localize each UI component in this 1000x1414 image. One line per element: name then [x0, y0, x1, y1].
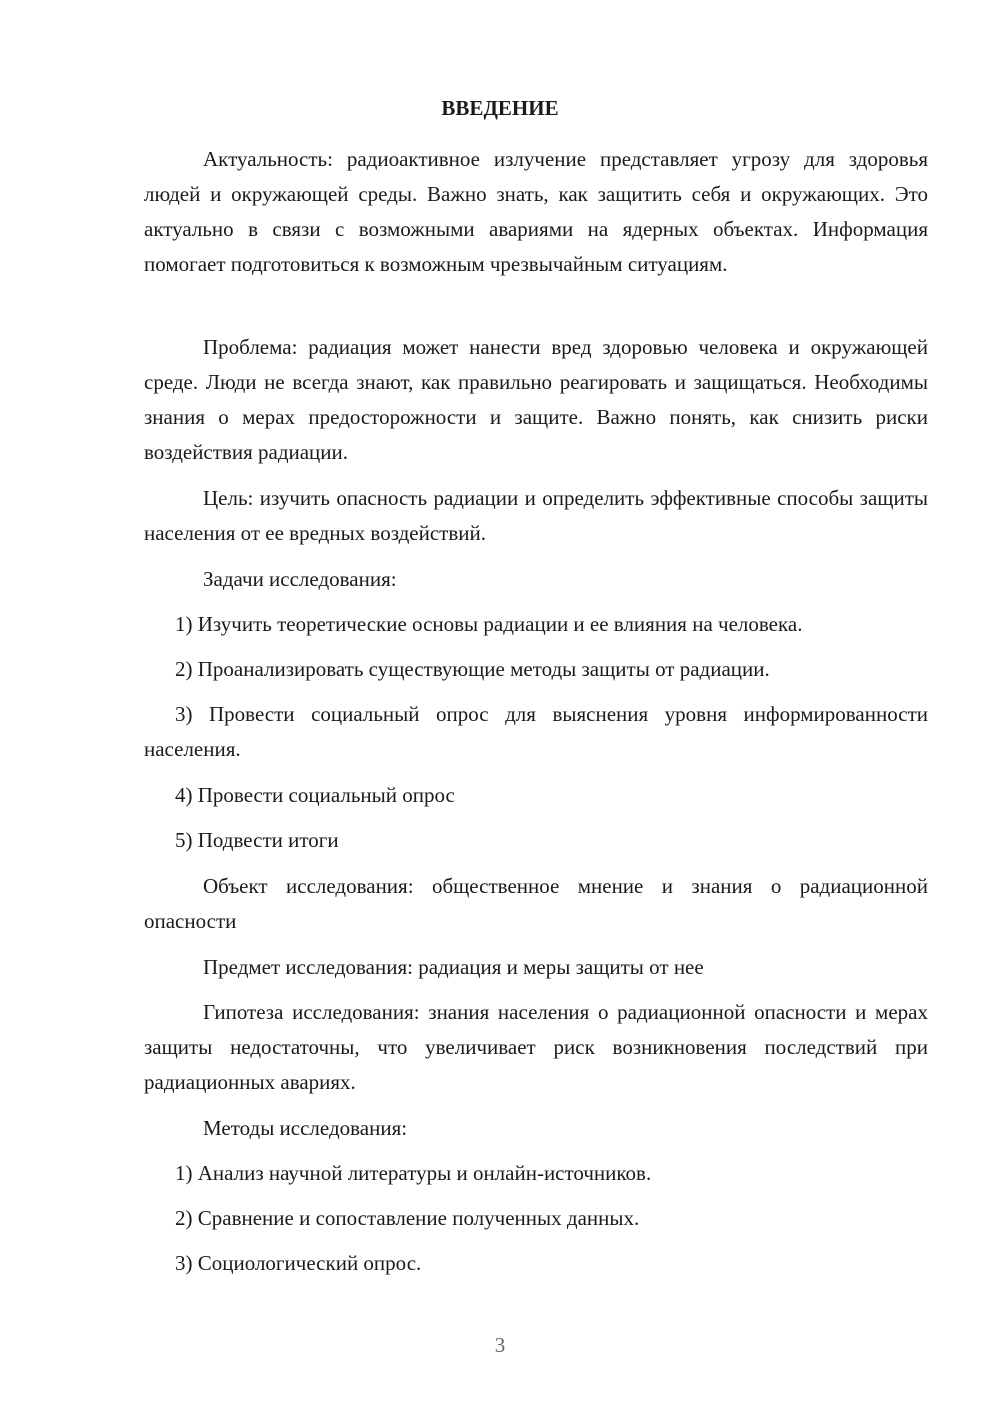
list-item-task-3: 3) Провести социальный опрос для выяснения уровня информированности населения. — [144, 702, 928, 761]
paragraph-problem: Проблема: радиация может нанести вред здоровью человека и окружающей среде. Люди не всегда знают, как правильно реагировать и защищаться. Необходимы знания о мерах предосторожности и защите. Важно понять, как снизить риски воздействия радиации. — [144, 335, 928, 464]
list-item-method-2: 2) Сравнение и сопоставление полученных данных. — [175, 1206, 640, 1230]
paragraph-methods-heading: Методы исследования: — [203, 1116, 408, 1140]
list-item-task-4: 4) Провести социальный опрос — [175, 783, 455, 807]
list-item-method-1: 1) Анализ научной литературы и онлайн-источников. — [175, 1161, 652, 1185]
paragraph-relevance: Актуальность: радиоактивное излучение представляет угрозу для здоровья людей и окружающей среды. Важно знать, как защитить себя и окружающих. Это актуально в связи с возможными авариями на ядерных объектах. Информация помогает подготовиться к возможным чрезвычайным ситуациям. — [144, 147, 928, 276]
paragraph-hypothesis: Гипотеза исследования: знания населения о радиационной опасности и мерах защиты недостаточны, что увеличивает риск возникновения последствий при радиационных авариях. — [144, 1000, 928, 1094]
paragraph-object: Объект исследования: общественное мнение и знания о радиационной опасности — [144, 874, 928, 933]
list-item-method-3: 3) Социологический опрос. — [175, 1251, 422, 1275]
paragraph-tasks-heading: Задачи исследования: — [203, 567, 397, 591]
page-number: 3 — [494, 1333, 506, 1357]
list-item-task-1: 1) Изучить теоретические основы радиации и ее влияния на человека. — [175, 612, 803, 636]
page-title: ВВЕДЕНИЕ — [441, 96, 559, 120]
paragraph-subject: Предмет исследования: радиация и меры защиты от нее — [203, 955, 704, 979]
list-item-task-2: 2) Проанализировать существующие методы защиты от радиации. — [175, 657, 770, 681]
paragraph-goal: Цель: изучить опасность радиации и определить эффективные способы защиты населения от ее вредных воздействий. — [144, 486, 928, 545]
list-item-task-5: 5) Подвести итоги — [175, 828, 339, 852]
